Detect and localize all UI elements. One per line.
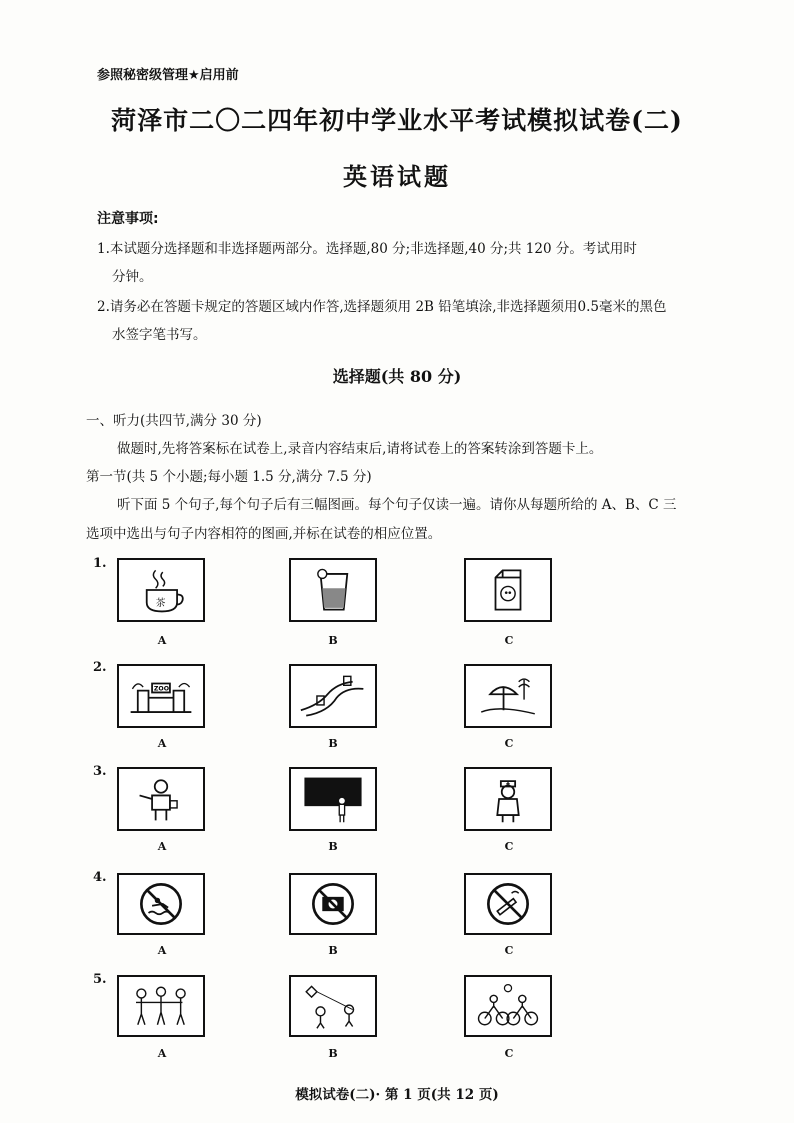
option-label: C [504,944,514,957]
question-number: 4. [93,870,107,885]
option-label: A [157,1047,167,1060]
option-label: B [328,634,338,647]
tea-label: 茶 [155,598,166,610]
great-wall-icon [289,664,377,728]
tour-guide-icon [117,767,205,831]
option-label: A [157,634,167,647]
exam-title: 菏泽市二〇二四年初中学业水平考试模拟试卷(二) [111,106,683,135]
zoo-gate-icon [117,664,205,728]
sub1-instruction-line-2: 选项中选出与句子内容相符的图画,并标在试卷的相应位置。 [86,526,442,542]
question-number: 1. [93,556,107,571]
option-label: B [328,1047,338,1060]
option-label: B [328,840,338,853]
nurse-icon [464,767,552,831]
kids-cycling-icon [464,975,552,1037]
sub1-instruction-line-1: 听下面 5 个句子,每个句子后有三幅图画。每个句子仅读一遍。请你从每题所给的 A、B、C 三 [117,497,677,513]
option-label: B [328,944,338,957]
option-label: C [504,840,514,853]
question-number: 3. [93,764,107,779]
zoo-label: ZOO [153,685,170,693]
option-label: C [504,1047,514,1060]
no-photo-icon [289,873,377,935]
no-smoking-icon [464,873,552,935]
option-label: C [504,634,514,647]
notice-item-1-line-1: 1.本试题分选择题和非选择题两部分。选择题,80 分;非选择题,40 分;共 120 分。考试用时 [97,241,637,257]
option-label: A [157,737,167,750]
sub1-heading: 第一节(共 5 个小题;每小题 1.5 分,满分 7.5 分) [86,469,372,485]
section-title: 选择题(共 80 分) [332,367,462,386]
no-swimming-icon [117,873,205,935]
question-number: 5. [93,972,107,987]
notice-item-2-line-2: 水签字笔书写。 [112,327,207,343]
secret-level-label: 参照秘密级管理★启用前 [97,68,239,83]
option-label: C [504,737,514,750]
kids-dancing-icon [117,975,205,1037]
notice-item-2-line-1: 2.请务必在答题卡规定的答题区域内作答,选择题须用 2B 铅笔填涂,非选择题须用0.5毫米的黑色 [97,299,667,315]
notice-item-1-line-2: 分钟。 [112,269,153,285]
page-footer: 模拟试卷(二)· 第 1 页(共 12 页) [295,1087,499,1103]
tea-cup-icon [117,558,205,622]
milk-carton-icon [464,558,552,622]
exam-subtitle: 英语试题 [343,162,451,191]
question-number: 2. [93,660,107,675]
part1-heading: 一、听力(共四节,满分 30 分) [86,413,262,429]
teacher-blackboard-icon [289,767,377,831]
beach-umbrella-icon [464,664,552,728]
kids-flying-kite-icon [289,975,377,1037]
notice-heading: 注意事项: [97,211,159,227]
juice-glass-icon [289,558,377,622]
option-label: A [157,944,167,957]
part1-instruction: 做题时,先将答案标在试卷上,录音内容结束后,请将试卷上的答案转涂到答题卡上。 [117,441,603,457]
option-label: B [328,737,338,750]
option-label: A [157,840,167,853]
